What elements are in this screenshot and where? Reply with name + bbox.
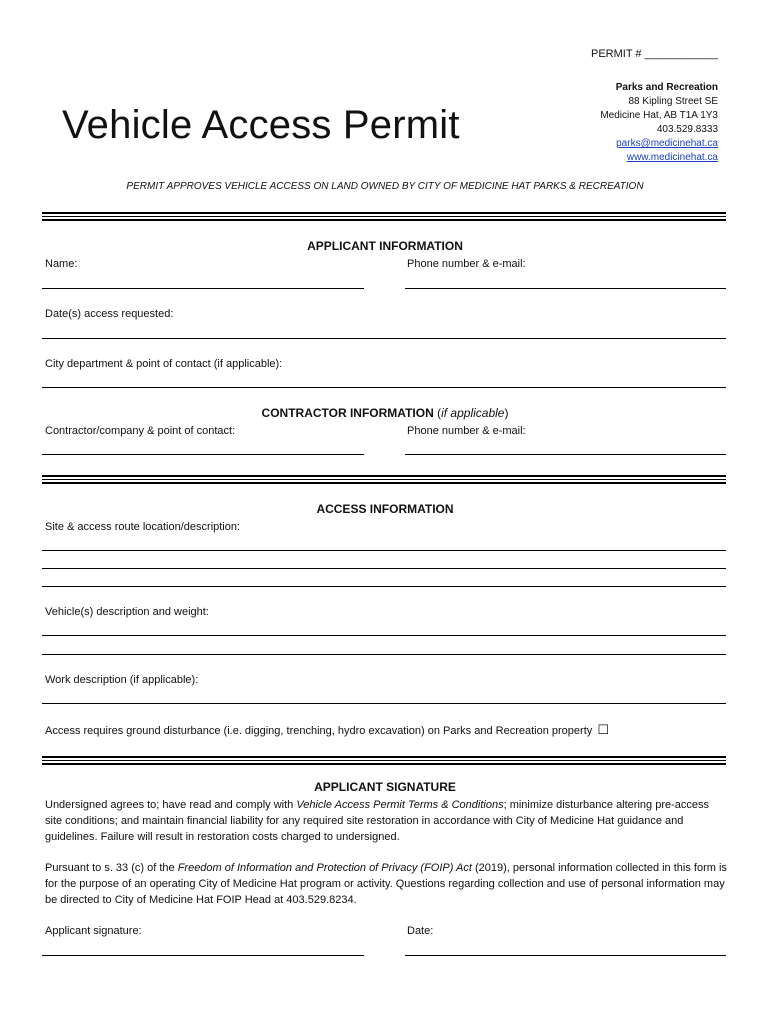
department-label: City department & point of contact (if applicable): (45, 358, 283, 370)
signature-field[interactable] (42, 955, 364, 956)
applicant-phone-label: Phone number & e-mail: (407, 258, 526, 270)
contractor-phone-field[interactable] (405, 454, 726, 455)
signature-heading: APPLICANT SIGNATURE (314, 780, 456, 794)
agreement-text-b: ; minimize disturbance altering pre-access site conditions; and maintain financial liability for any required site restoration in accordance with City of Medicine Hat guidance and guidelines. Failure will result in restoration costs charged to undersigned. (45, 799, 709, 843)
date-field[interactable] (405, 955, 726, 956)
contractor-company-label: Contractor/company & point of contact: (45, 425, 236, 437)
org-address-line1: 88 Kipling Street SE (628, 96, 718, 107)
org-website-link[interactable]: www.medicinehat.ca (626, 152, 718, 163)
date-label: Date: (407, 925, 434, 937)
contractor-phone-label: Phone number & e-mail: (407, 425, 526, 437)
dates-field[interactable] (42, 338, 726, 339)
contractor-company-field[interactable] (42, 454, 364, 455)
foip-paragraph (45, 860, 729, 908)
vehicle-label: Vehicle(s) description and weight: (45, 606, 209, 618)
site-field-line2[interactable] (42, 568, 726, 569)
disturbance-checkbox[interactable]: ☐ (597, 722, 609, 737)
disturbance-label: Access requires ground disturbance (i.e. digging, trenching, hydro excavation) on Parks and Recreation property (45, 725, 593, 737)
org-address-line2: Medicine Hat, AB T1A 1Y3 (600, 110, 718, 121)
work-label: Work description (if applicable): (45, 674, 199, 686)
name-label: Name: (45, 258, 78, 270)
foip-text-b: (2019), personal information collected in this form is for the purpose of an operating City of Medicine Hat program or activity. Questions regarding collection and use of personal information may be directed to City of Medicine Hat FOIP Head at 403.529.8234. (45, 862, 727, 906)
agreement-text-a: Undersigned agrees to; have read and comply with (45, 799, 297, 811)
disturbance-row (45, 723, 609, 738)
contractor-heading-note: if applicable (441, 406, 505, 420)
org-email-link[interactable]: parks@medicinehat.ca (616, 138, 718, 149)
terms-conditions-title: Vehicle Access Permit Terms & Conditions (296, 799, 504, 811)
site-label: Site & access route location/description: (45, 521, 241, 533)
section-divider (42, 756, 726, 765)
name-field[interactable] (42, 288, 364, 289)
access-heading: ACCESS INFORMATION (316, 502, 454, 516)
org-phone: 403.529.8333 (656, 124, 718, 135)
contractor-heading-note-wrap: (if applicable) (437, 406, 509, 420)
site-field-line3[interactable] (42, 586, 726, 587)
applicant-heading: APPLICANT INFORMATION (307, 239, 463, 253)
contractor-heading-text: CONTRACTOR INFORMATION (261, 406, 434, 420)
work-field[interactable] (42, 703, 726, 704)
site-field-line1[interactable] (42, 550, 726, 551)
signature-label: Applicant signature: (45, 925, 142, 937)
foip-act-title: Freedom of Information and Protection of Privacy (FOIP) Act (177, 862, 472, 874)
foip-text-a: Pursuant to s. 33 (c) of the (45, 862, 178, 874)
vehicle-field-line1[interactable] (42, 635, 726, 636)
department-field[interactable] (42, 387, 726, 388)
agreement-paragraph (45, 797, 729, 845)
applicant-phone-field[interactable] (405, 288, 726, 289)
permit-subtitle: PERMIT APPROVES VEHICLE ACCESS ON LAND OWNED BY CITY OF MEDICINE HAT PARKS & RECREATION (126, 181, 644, 192)
vehicle-field-line2[interactable] (42, 654, 726, 655)
dates-label: Date(s) access requested: (45, 308, 174, 320)
permit-number-label: PERMIT # ____________ (591, 48, 718, 60)
org-name: Parks and Recreation (615, 82, 718, 93)
section-divider (42, 475, 726, 484)
section-divider (42, 212, 726, 221)
page-title: Vehicle Access Permit (62, 103, 460, 147)
contractor-heading (0, 406, 770, 421)
